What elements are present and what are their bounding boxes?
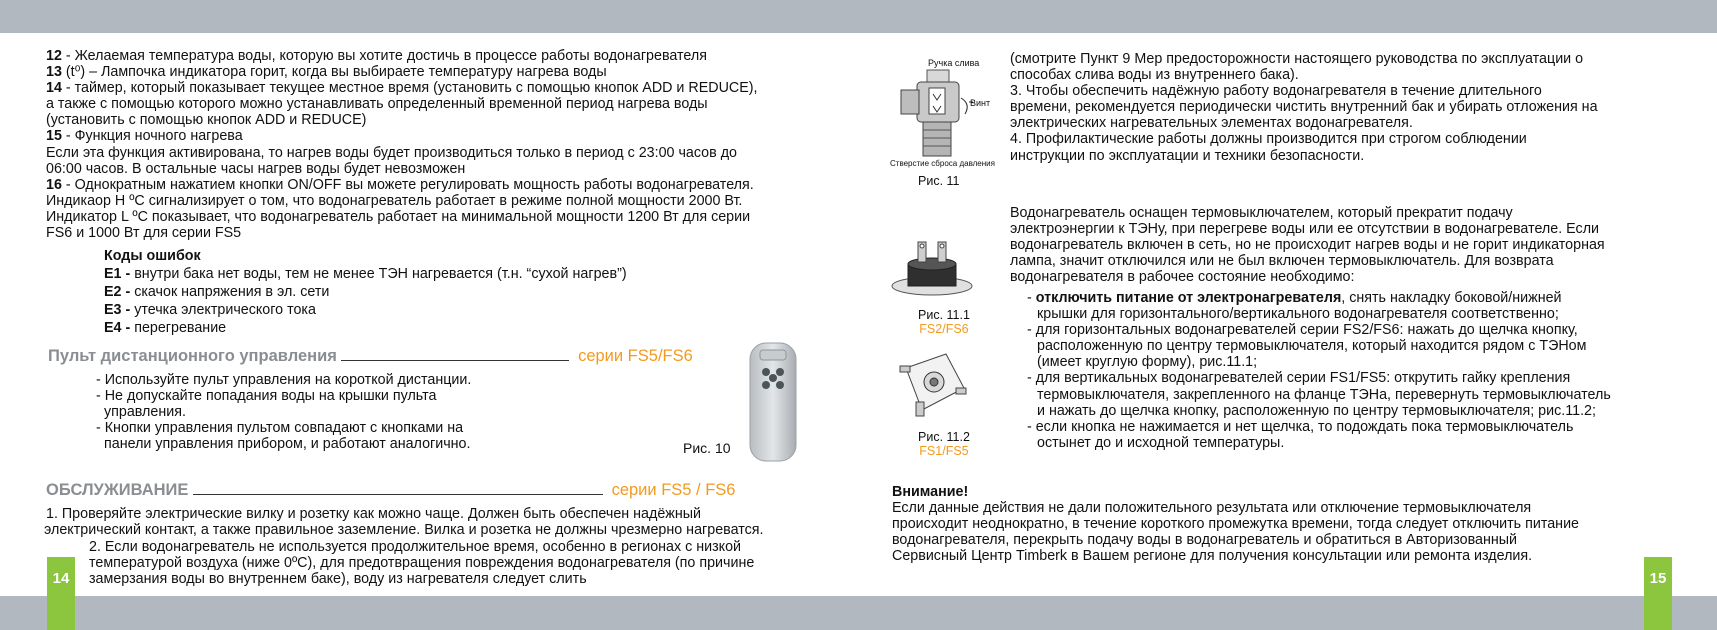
item-16-cont: Индикатор L ºC показывает, что водонагреватель работает на минимальной мощности 1200 Вт для серии (46, 208, 751, 225)
fig11-1-caption: Рис. 11.1 FS2/FS6 (918, 308, 970, 336)
item-14: 14 - таймер, который показывает текущее местное время (установить с помощью кнопок ADD и REDUCE), (46, 80, 758, 97)
item-16-cont: FS6 и 1000 Вт для серии FS5 (46, 225, 242, 242)
error-e1: E1 - внутри бака нет воды, тем не менее ТЭН нагревается (т.н. “сухой нагрев”) (104, 266, 627, 282)
item-14-cont: (установить с помощью кнопок ADD и REDUCE) (46, 112, 367, 129)
items-list (46, 48, 758, 241)
fig11-caption: Рис. 11 (918, 174, 960, 188)
maintenance-text: (смотрите Пункт 9 Мер предосторожности настоящего руководства по эксплуатации о способах слива воды из внутреннего бака). 3. Чтобы обеспечить надёжную работу водонагревателя в течение длительного времени, рекомендуется периодически чистить внутренний бак и убирать отложения на электрических нагревательных элементах водонагревателя. 4. Профилактические работы должны производится при строгом соблюдении инструкции по эксплуатации и техники безопасности. (1010, 51, 1598, 164)
item-16-cont: Индикаор H ºC сигнализирует о том, что водонагреватель работает в режиме полной мощности 2000 Вт. (46, 192, 743, 209)
page-number-left: 14 (47, 557, 75, 630)
thermostat-text: Водонагреватель оснащен термовыключателем, который прекратит подачу электроэнергии к ТЭНу, при перегреве воды или ее отсутствии в водонагревателе. Если водонагреватель включен в сеть, но не происходит нагрев воды и не горит индикаторная лампа, значит отключился или не был включен термовыключатель. Для возврата водонагревателя в рабочее состояние необходимо: (1010, 205, 1605, 286)
drain-valve-illustration (889, 68, 989, 160)
service-series: серии FS5 / FS6 (611, 481, 736, 499)
page-number-right: 15 (1644, 557, 1672, 630)
item-12: 12 - Желаемая температура воды, которую вы хотите достичь в процессе работы водонагревателя (46, 48, 707, 64)
remote-section-title: Пульт дистанционного управления серии FS5/FS6 (48, 347, 693, 365)
remote-notes: - Используйте пульт управления на короткой дистанции. - Не допускайте попадания воды на крышки пульта управления. - Кнопки управления пультом совпадают с кнопками на панели управления прибором, и работают аналогично. (96, 372, 472, 453)
item-15: 15 - Функция ночного нагрева (46, 128, 243, 145)
round-thermostat-illustration (890, 236, 974, 298)
item-16: 16 - Однократным нажатием кнопки ON/OFF вы можете регулировать мощность работы водонагревателя. (46, 176, 754, 193)
fig11-hole-label: Стверстие сброса давления (890, 159, 995, 168)
fig11-screw-label: Винт (970, 98, 991, 108)
error-e4: E4 - перегревание (104, 320, 227, 336)
service-section-title: ОБСЛУЖИВАНИЕ серии FS5 / FS6 (46, 481, 736, 499)
remote-series: серии FS5/FS6 (578, 347, 693, 365)
errors-title: Коды ошибок (104, 248, 201, 264)
flat-thermostat-illustration (898, 350, 968, 422)
service-text: 1. Проверяйте электрические вилку и розетку как можно чаще. Должен быть обеспечен надёжный электрический контакт, а также правильное заземление. Вилка и розетка не должны чрезмерно нагреватся. (44, 506, 764, 539)
remote-control-illustration (745, 340, 801, 465)
attention-block: Внимание! Если данные действия не дали положительного результата или отключение термовыключателя происходит неоднократно, в течение короткого промежутка времени, тогда следует отключить питание водонагревателя, перекрыть подачу воды в водонагреватель и обратиться в Авторизованный Сервисный Центр Timberk в Вашем регионе для получения консультации или ремонта изделия. (892, 484, 1580, 565)
top-band (0, 0, 1717, 33)
step-1: - отключить питание от электронагревателя, снять накладку боковой/нижней (1027, 290, 1562, 306)
service-text-2: 2. Если водонагреватель не используется продолжительное время, особенно в регионах с низкой температурой воздуха (ниже 0ºC), для предотвращения повреждения водонагревателя (по причине замерзания воды во внутреннем баке), воду из нагревателя следует слить (89, 539, 755, 588)
fig11-2-caption: Рис. 11.2 FS1/FS5 (918, 430, 970, 458)
thermostat-steps: - отключить питание от электронагревателя, снять накладку боковой/нижней крышки для горизонтального/вертикального водонагревателя соответственно; - для горизонтальных водонагревателей серии FS2/FS6: нажать до щелчка кнопку, расположенную по центру термовыключателя, который находится рядом с ТЭНом (имеет круглую форму), рис.11.1; - для вертикальных водонагревателей серии FS1/FS5: открутить гайку крепления термовыключателя, закрепленного на фланце ТЭНа, перевернуть термовыключатель и нажать до щелчка кнопку, расположенную по центру термовыключателя; рис.11.2; - если кнопка не нажимается и нет щелчка, то подождать пока термовыключатель остынет до и исходной температуры. (1027, 290, 1611, 451)
bottom-band (0, 596, 1717, 630)
fig-10-caption: Рис. 10 (683, 440, 731, 456)
item-13: 13 (t⁰) – Лампочка индикатора горит, когда вы выбираете температуру нагрева воды (46, 64, 607, 81)
item-14-cont: а также с помощью которого можно устанавливать определенный временной период нагрева воды (46, 96, 708, 113)
item-15-cont: Если эта функция активирована, то нагрев воды будет производиться только в период с 23:00 часов до (46, 144, 737, 161)
error-codes (104, 247, 627, 337)
error-e3: E3 - утечка электрического тока (104, 302, 316, 318)
attention-title: Внимание! (892, 484, 969, 500)
error-e2: E2 - скачок напряжения в эл. сети (104, 284, 330, 300)
fig11-handle-label: Ручка слива (928, 58, 980, 68)
item-15-cont: 06:00 часов. В остальные часы нагрев воды будет невозможен (46, 160, 466, 177)
